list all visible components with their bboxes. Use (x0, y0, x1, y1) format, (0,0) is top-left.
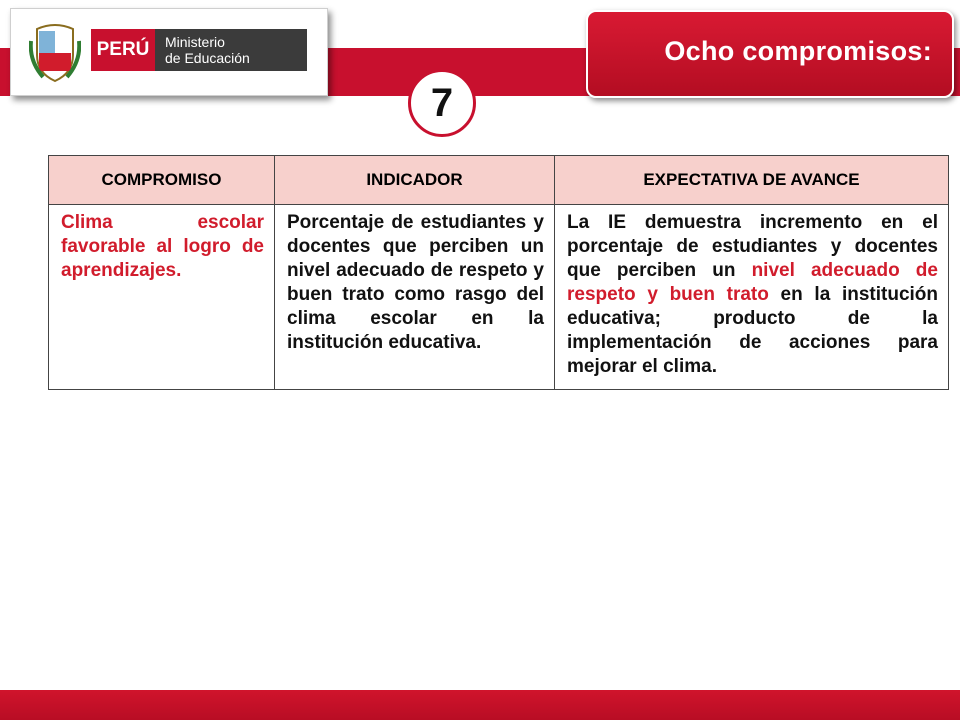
peru-label: PERÚ (91, 29, 155, 71)
cell-expectativa (555, 205, 949, 390)
cell-compromiso: Clima escolar favorable al logro de aprendizajes. (49, 205, 275, 390)
ministry-label (155, 29, 307, 71)
header-compromiso: COMPROMISO (49, 156, 275, 205)
commitment-number-badge: 7 (408, 69, 476, 137)
slide-title: Ocho compromisos: (664, 36, 932, 66)
expectativa-text-2: en la institución educativa; producto de la implementación de acciones para mejorar el clima. (567, 284, 938, 377)
coat-of-arms-icon (29, 21, 81, 83)
commitments-table (48, 155, 949, 390)
table-row (49, 205, 949, 390)
header-expectativa: EXPECTATIVA DE AVANCE (555, 156, 949, 205)
expectativa-text-1: La IE demuestra incremento en el porcentaje de estudiantes y docentes que perciben un (567, 212, 938, 281)
title-tab (586, 10, 954, 98)
ministry-logo (10, 8, 328, 96)
bottom-red-band (0, 690, 960, 720)
ministry-line-1: Ministerio (165, 34, 225, 50)
expectativa-highlight: nivel adecuado de respeto y buen trato (567, 260, 938, 305)
table-header-row (49, 156, 949, 205)
ministry-line-2: de Educación (165, 50, 250, 66)
header-indicador: INDICADOR (275, 156, 555, 205)
cell-indicador: Porcentaje de estudiantes y docentes que perciben un nivel adecuado de respeto y buen trato como rasgo del clima escolar en la institución educativa. (275, 205, 555, 390)
